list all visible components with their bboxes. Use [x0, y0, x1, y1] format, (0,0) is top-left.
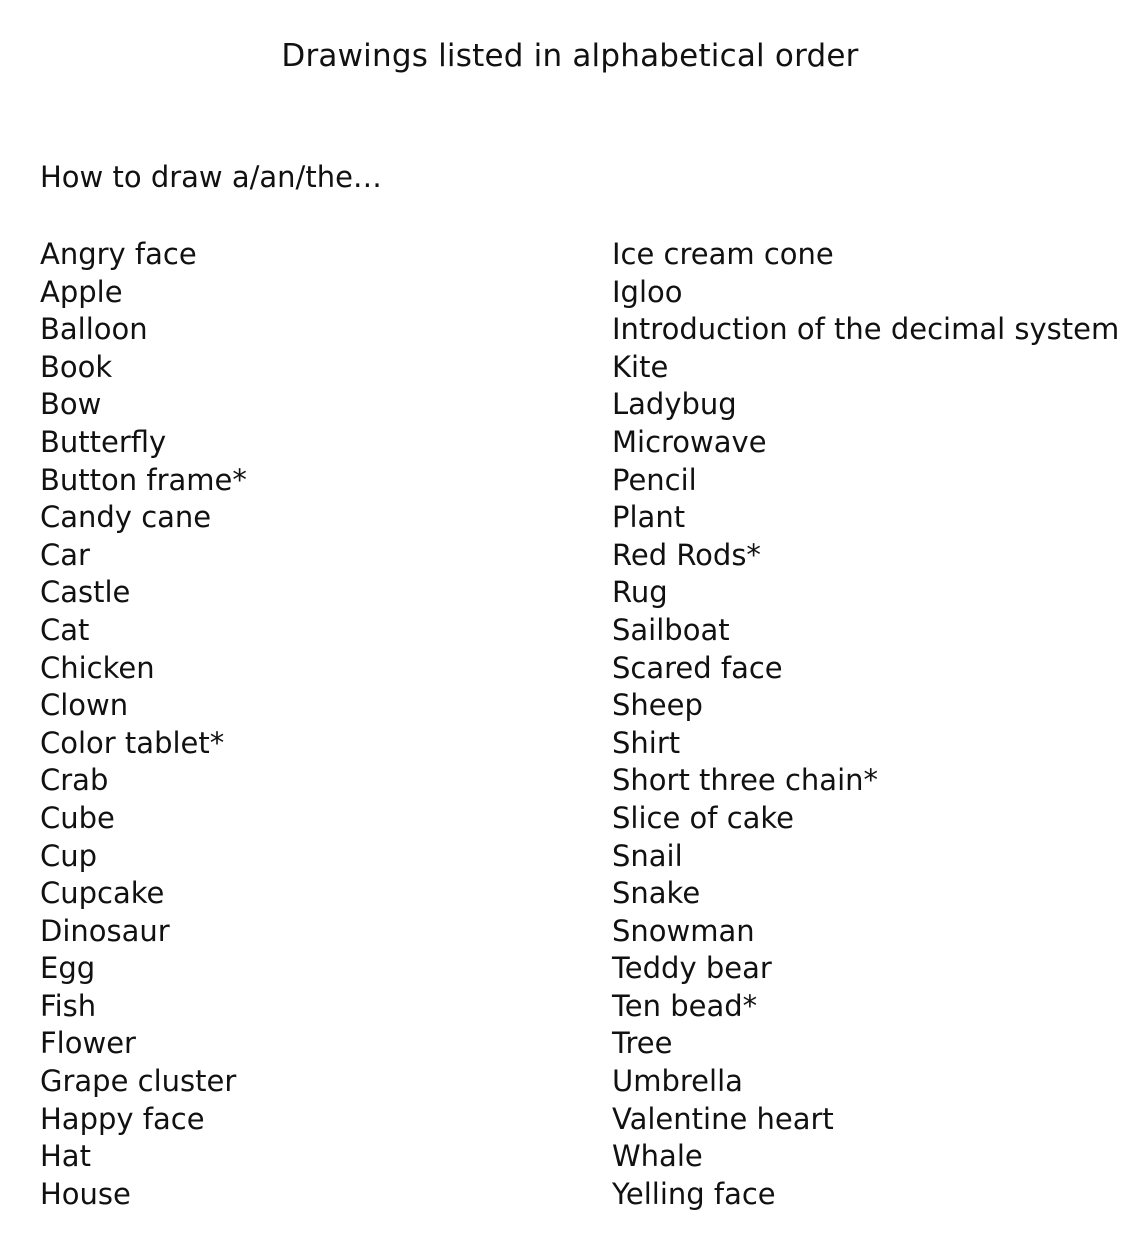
list-item: Umbrella: [612, 1064, 743, 1099]
list-item: Bow: [40, 387, 102, 422]
list-item: Fish: [40, 988, 97, 1023]
list-item: Microwave: [612, 424, 767, 459]
list-item: Flower: [40, 1026, 136, 1061]
drawing-list-left: [40, 236, 247, 1213]
list-item: Castle: [40, 575, 131, 610]
list-item: Pencil: [612, 462, 697, 497]
list-item: Shirt: [612, 725, 681, 760]
list-item: Balloon: [40, 312, 148, 347]
list-item: Scared face: [612, 650, 783, 685]
list-item: Clown: [40, 688, 129, 723]
list-item: House: [40, 1176, 131, 1211]
list-item: Igloo: [612, 274, 683, 309]
list-item: Crab: [40, 763, 109, 798]
list-item: Angry face: [40, 237, 197, 271]
list-item: Snake: [612, 876, 701, 911]
list-item: Snail: [612, 838, 683, 873]
list-item: Book: [40, 349, 113, 384]
list-item: Butterfly: [40, 424, 167, 459]
list-item: Sailboat: [612, 612, 730, 647]
list-item: Red Rods*: [612, 537, 761, 572]
list-item: Hat: [40, 1139, 91, 1174]
list-item: Button frame*: [40, 462, 247, 497]
list-item: Teddy bear: [612, 951, 772, 986]
drawing-list-right: [612, 236, 1119, 1213]
list-item: Apple: [40, 274, 123, 309]
list-item: Dinosaur: [40, 913, 170, 948]
list-item: Ladybug: [612, 387, 737, 422]
list-item: Slice of cake: [612, 800, 795, 835]
list-item: Yelling face: [612, 1176, 776, 1211]
list-item: Rug: [612, 575, 668, 610]
list-item: Sheep: [612, 688, 703, 723]
list-item: Chicken: [40, 650, 155, 685]
list-item: Grape cluster: [40, 1064, 237, 1099]
list-item: Plant: [612, 500, 686, 535]
list-item: Ten bead*: [612, 988, 758, 1023]
list-item: Valentine heart: [612, 1101, 834, 1136]
list-item: Ice cream cone: [612, 237, 834, 271]
list-item: Tree: [612, 1026, 673, 1061]
intro-text: How to draw a/an/the…: [40, 160, 382, 194]
list-item: Snowman: [612, 913, 755, 948]
list-item: Whale: [612, 1139, 703, 1174]
list-item: Short three chain*: [612, 763, 879, 798]
list-item: Candy cane: [40, 500, 212, 535]
list-item: Happy face: [40, 1101, 205, 1136]
list-item: Color tablet*: [40, 725, 225, 760]
list-item: Cube: [40, 800, 115, 835]
list-item: Cup: [40, 838, 98, 873]
list-item: Introduction of the decimal system: [612, 312, 1120, 347]
list-item: Egg: [40, 951, 96, 986]
list-item: Cupcake: [40, 876, 165, 911]
list-item: Kite: [612, 349, 669, 384]
list-item: Cat: [40, 612, 90, 647]
list-item: Car: [40, 537, 90, 572]
page-title: Drawings listed in alphabetical order: [281, 38, 859, 74]
